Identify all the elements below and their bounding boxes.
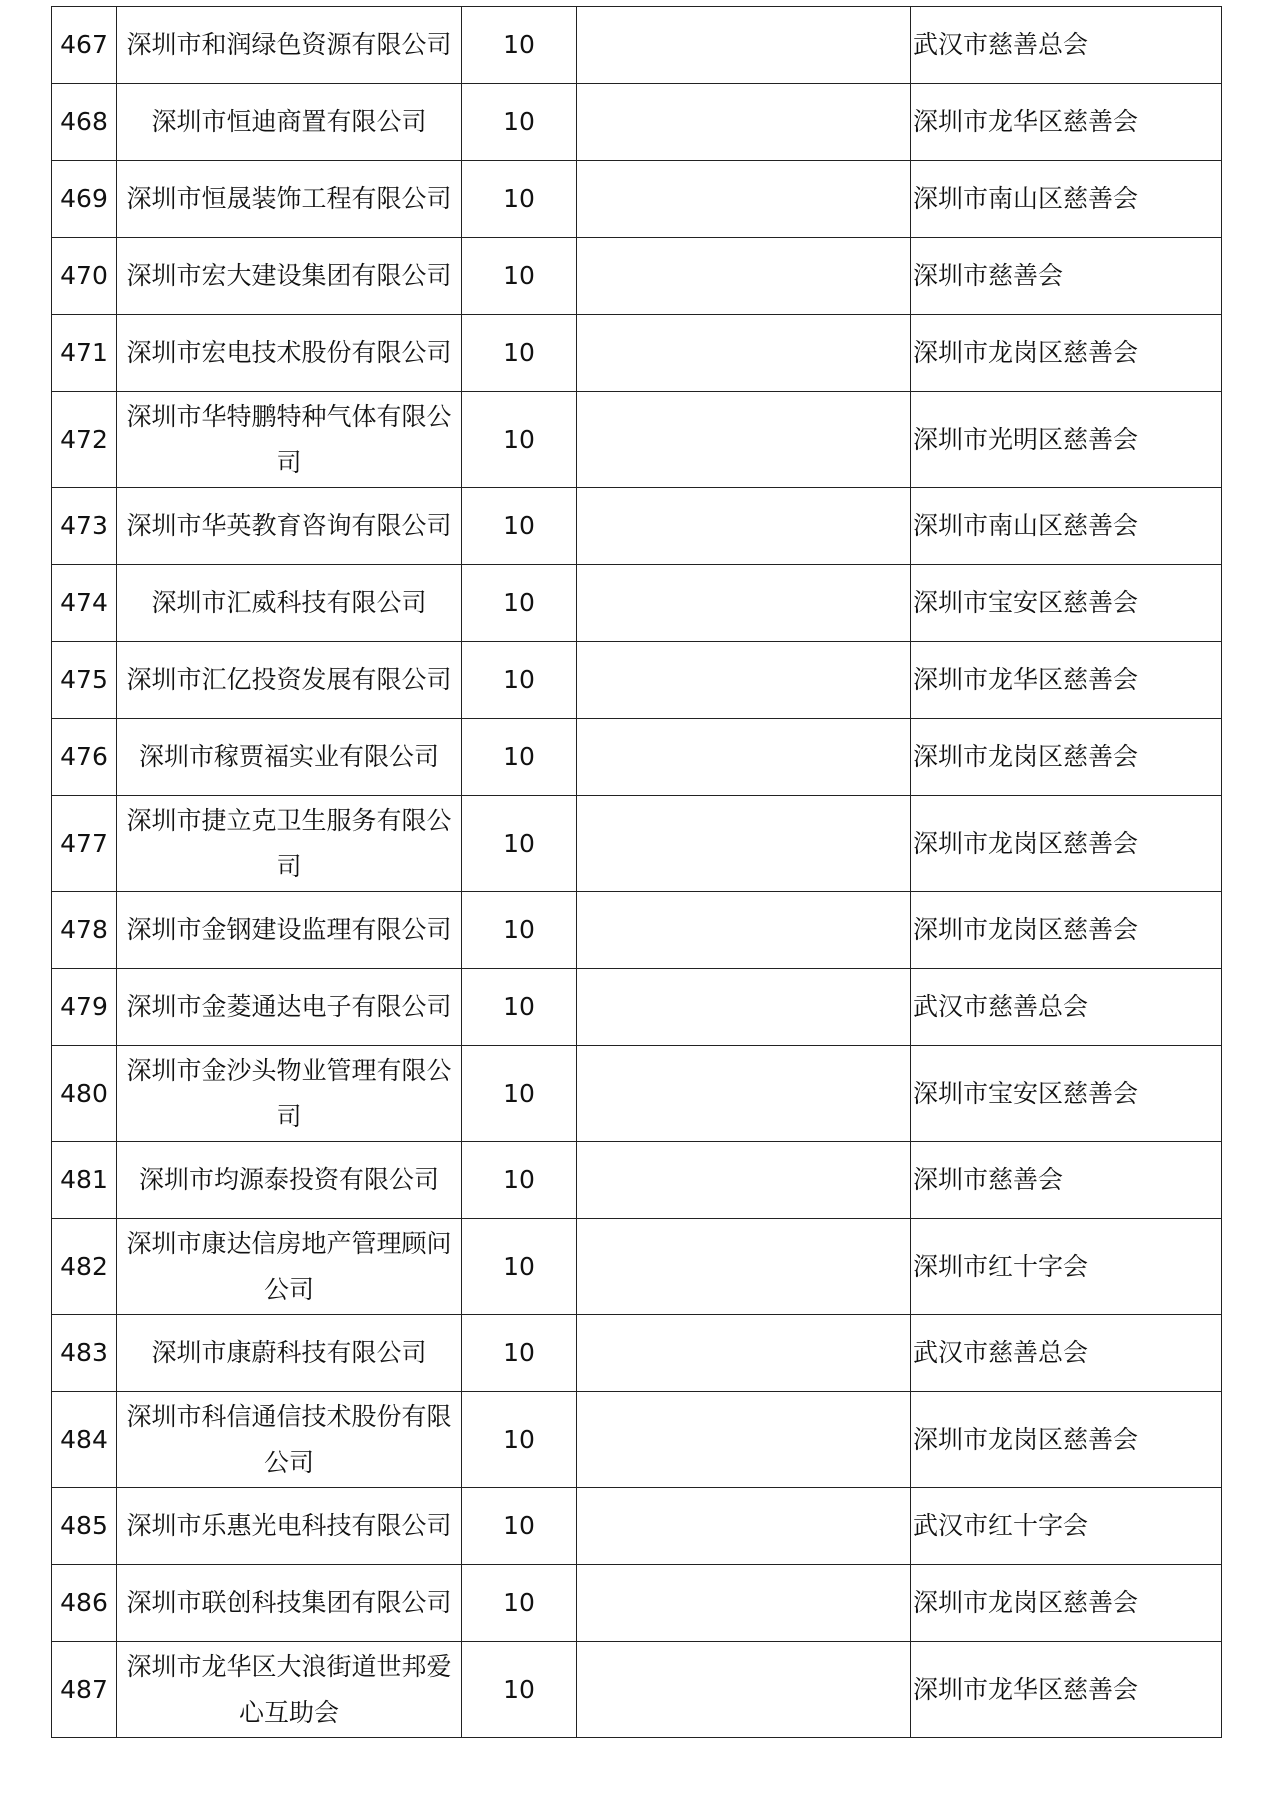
table-row	[52, 1488, 1222, 1565]
donation-amount: 10	[462, 565, 577, 642]
note-cell	[577, 84, 911, 161]
row-number: 467	[52, 7, 117, 84]
note-cell	[577, 642, 911, 719]
donation-amount: 10	[462, 1142, 577, 1219]
row-number: 474	[52, 565, 117, 642]
table-row	[52, 1565, 1222, 1642]
table-row	[52, 719, 1222, 796]
recipient-organization: 深圳市红十字会	[911, 1219, 1222, 1315]
row-number: 475	[52, 642, 117, 719]
row-number: 476	[52, 719, 117, 796]
table-row	[52, 1392, 1222, 1488]
recipient-organization: 深圳市龙岗区慈善会	[911, 315, 1222, 392]
donor-name-line: 深圳市汇威科技有限公司	[151, 588, 427, 617]
donor-name	[117, 642, 462, 719]
donation-amount: 10	[462, 1219, 577, 1315]
donor-name-line: 深圳市和润绿色资源有限公司	[126, 30, 452, 59]
note-cell	[577, 315, 911, 392]
donor-name	[117, 1642, 462, 1738]
donor-name-line: 深圳市稼贾福实业有限公司	[138, 742, 439, 771]
donor-name-line: 司	[276, 851, 302, 881]
note-cell	[577, 892, 911, 969]
donor-name-line: 深圳市宏电技术股份有限公司	[126, 338, 452, 367]
table-row	[52, 392, 1222, 488]
donation-amount: 10	[462, 892, 577, 969]
note-cell	[577, 7, 911, 84]
row-number: 481	[52, 1142, 117, 1219]
row-number: 471	[52, 315, 117, 392]
recipient-organization: 深圳市南山区慈善会	[911, 161, 1222, 238]
donation-amount: 10	[462, 161, 577, 238]
donor-name	[117, 719, 462, 796]
row-number: 473	[52, 488, 117, 565]
donor-name-line: 深圳市汇亿投资发展有限公司	[126, 665, 452, 694]
donor-name	[117, 1142, 462, 1219]
donor-name	[117, 84, 462, 161]
donation-amount: 10	[462, 642, 577, 719]
note-cell	[577, 796, 911, 892]
recipient-organization: 深圳市宝安区慈善会	[911, 1046, 1222, 1142]
recipient-organization: 深圳市龙华区慈善会	[911, 84, 1222, 161]
donation-amount: 10	[462, 969, 577, 1046]
donor-name	[117, 1219, 462, 1315]
row-number: 483	[52, 1315, 117, 1392]
table-row	[52, 796, 1222, 892]
donor-name-line: 深圳市康达信房地产管理顾问	[126, 1228, 452, 1258]
note-cell	[577, 1142, 911, 1219]
table-row	[52, 84, 1222, 161]
row-number: 470	[52, 238, 117, 315]
recipient-organization: 武汉市红十字会	[911, 1488, 1222, 1565]
donor-name-line: 深圳市康蔚科技有限公司	[151, 1338, 427, 1367]
note-cell	[577, 392, 911, 488]
row-number: 478	[52, 892, 117, 969]
donor-name-line: 公司	[263, 1447, 314, 1477]
donation-table	[51, 6, 1222, 1738]
note-cell	[577, 1392, 911, 1488]
donation-amount: 10	[462, 392, 577, 488]
note-cell	[577, 1642, 911, 1738]
table-row	[52, 642, 1222, 719]
donor-name-line: 深圳市恒迪商置有限公司	[151, 107, 427, 136]
note-cell	[577, 1315, 911, 1392]
donor-name-line: 深圳市华特鹏特种气体有限公	[126, 401, 452, 431]
donor-name	[117, 796, 462, 892]
recipient-organization: 深圳市龙岗区慈善会	[911, 892, 1222, 969]
table-row	[52, 1219, 1222, 1315]
note-cell	[577, 238, 911, 315]
table-row	[52, 892, 1222, 969]
donor-name	[117, 238, 462, 315]
donor-name	[117, 892, 462, 969]
recipient-organization: 武汉市慈善总会	[911, 1315, 1222, 1392]
donor-name-line: 深圳市恒晟装饰工程有限公司	[126, 184, 452, 213]
row-number: 472	[52, 392, 117, 488]
donor-name-line: 司	[276, 447, 302, 477]
row-number: 482	[52, 1219, 117, 1315]
donation-amount: 10	[462, 315, 577, 392]
donation-amount: 10	[462, 488, 577, 565]
row-number: 484	[52, 1392, 117, 1488]
recipient-organization: 深圳市龙岗区慈善会	[911, 719, 1222, 796]
recipient-organization: 深圳市慈善会	[911, 1142, 1222, 1219]
row-number: 477	[52, 796, 117, 892]
donor-name	[117, 1392, 462, 1488]
recipient-organization: 深圳市光明区慈善会	[911, 392, 1222, 488]
recipient-organization: 深圳市龙岗区慈善会	[911, 1392, 1222, 1488]
donor-name-line: 深圳市均源泰投资有限公司	[138, 1165, 439, 1194]
row-number: 487	[52, 1642, 117, 1738]
donor-name-line: 深圳市科信通信技术股份有限	[126, 1401, 452, 1431]
note-cell	[577, 1565, 911, 1642]
row-number: 479	[52, 969, 117, 1046]
donation-amount: 10	[462, 1392, 577, 1488]
table-row	[52, 238, 1222, 315]
row-number: 469	[52, 161, 117, 238]
donor-name-line: 公司	[263, 1274, 314, 1304]
donor-name-line: 深圳市联创科技集团有限公司	[126, 1588, 452, 1617]
note-cell	[577, 565, 911, 642]
recipient-organization: 深圳市宝安区慈善会	[911, 565, 1222, 642]
note-cell	[577, 488, 911, 565]
donor-name	[117, 488, 462, 565]
donor-name	[117, 1046, 462, 1142]
donation-amount: 10	[462, 1046, 577, 1142]
donation-amount: 10	[462, 238, 577, 315]
table-row	[52, 7, 1222, 84]
note-cell	[577, 969, 911, 1046]
table-row	[52, 565, 1222, 642]
table-row	[52, 1046, 1222, 1142]
donor-name-line: 深圳市金沙头物业管理有限公	[126, 1055, 452, 1085]
recipient-organization: 深圳市龙华区慈善会	[911, 1642, 1222, 1738]
donor-name-line: 深圳市龙华区大浪街道世邦爱	[126, 1651, 452, 1681]
donor-name-line: 深圳市捷立克卫生服务有限公	[126, 805, 452, 835]
recipient-organization: 武汉市慈善总会	[911, 7, 1222, 84]
donor-name	[117, 315, 462, 392]
note-cell	[577, 161, 911, 238]
note-cell	[577, 1219, 911, 1315]
donor-name	[117, 1565, 462, 1642]
recipient-organization: 武汉市慈善总会	[911, 969, 1222, 1046]
donor-name	[117, 392, 462, 488]
donor-name	[117, 7, 462, 84]
donor-name-line: 心互助会	[238, 1697, 339, 1727]
donor-name	[117, 161, 462, 238]
donation-amount: 10	[462, 1315, 577, 1392]
table-row	[52, 315, 1222, 392]
donor-name	[117, 969, 462, 1046]
recipient-organization: 深圳市龙岗区慈善会	[911, 796, 1222, 892]
donor-name-line: 深圳市华英教育咨询有限公司	[126, 511, 452, 540]
recipient-organization: 深圳市龙华区慈善会	[911, 642, 1222, 719]
donor-name-line: 深圳市金菱通达电子有限公司	[126, 992, 452, 1021]
donation-table-body	[52, 7, 1222, 1738]
table-row	[52, 969, 1222, 1046]
recipient-organization: 深圳市慈善会	[911, 238, 1222, 315]
donor-name-line: 司	[276, 1101, 302, 1131]
donation-amount: 10	[462, 1488, 577, 1565]
recipient-organization: 深圳市龙岗区慈善会	[911, 1565, 1222, 1642]
row-number: 468	[52, 84, 117, 161]
table-row	[52, 1142, 1222, 1219]
donation-amount: 10	[462, 719, 577, 796]
donation-amount: 10	[462, 1565, 577, 1642]
row-number: 486	[52, 1565, 117, 1642]
donor-name	[117, 565, 462, 642]
note-cell	[577, 1046, 911, 1142]
donor-name-line: 深圳市宏大建设集团有限公司	[126, 261, 452, 290]
table-row	[52, 1642, 1222, 1738]
row-number: 485	[52, 1488, 117, 1565]
note-cell	[577, 1488, 911, 1565]
donor-name	[117, 1315, 462, 1392]
table-row	[52, 161, 1222, 238]
donor-name-line: 深圳市乐惠光电科技有限公司	[126, 1511, 452, 1540]
note-cell	[577, 719, 911, 796]
donor-name-line: 深圳市金钢建设监理有限公司	[126, 915, 452, 944]
table-row	[52, 488, 1222, 565]
donation-amount: 10	[462, 84, 577, 161]
donation-amount: 10	[462, 796, 577, 892]
row-number: 480	[52, 1046, 117, 1142]
table-row	[52, 1315, 1222, 1392]
donation-amount: 10	[462, 1642, 577, 1738]
recipient-organization: 深圳市南山区慈善会	[911, 488, 1222, 565]
donation-amount: 10	[462, 7, 577, 84]
donor-name	[117, 1488, 462, 1565]
